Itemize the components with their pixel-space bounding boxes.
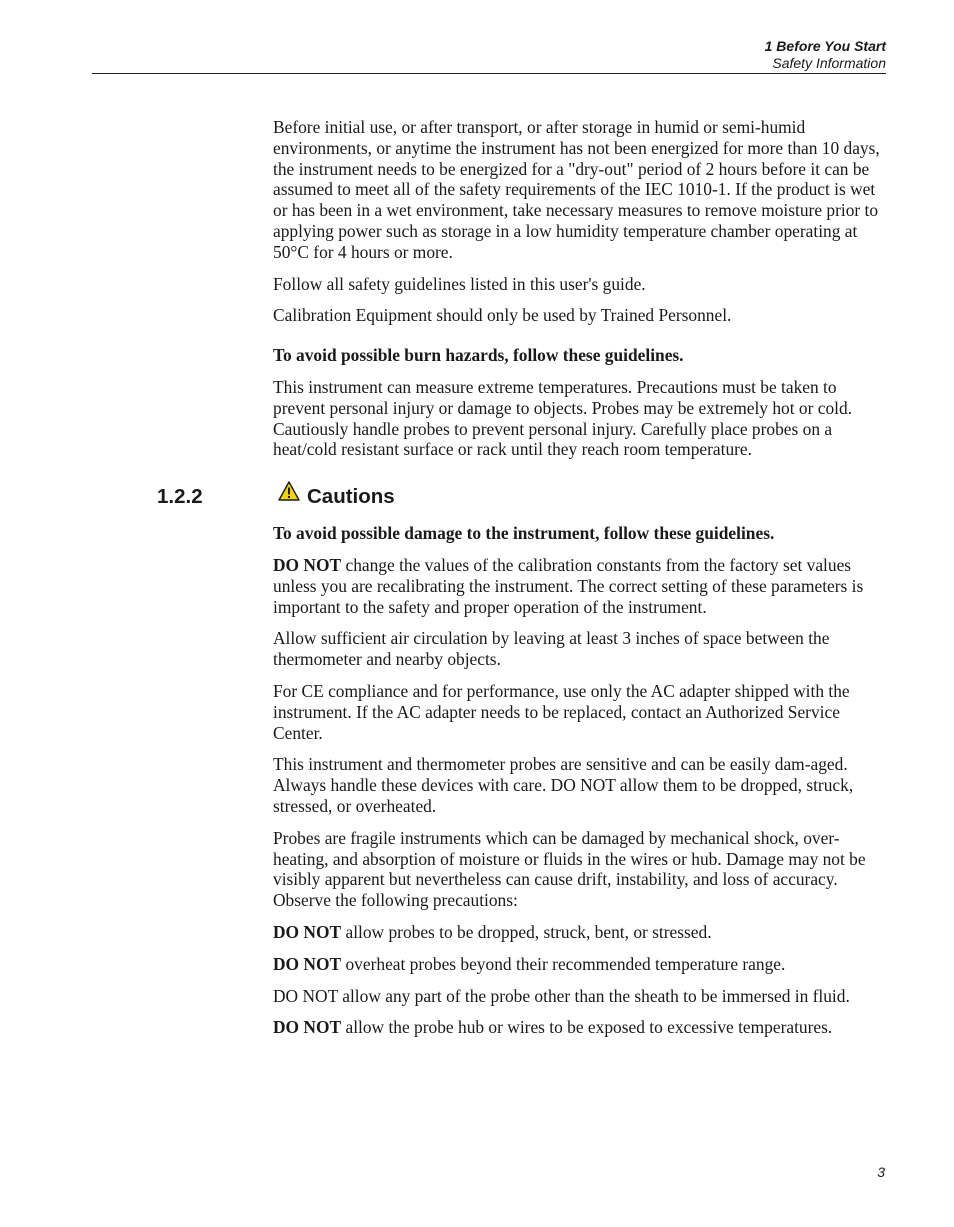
sensitive-probes-paragraph: This instrument and thermometer probes are sensitive and can be easily dam-aged. Always handle these devices with care. DO NOT allow them to be dropped, struck, stressed, or overheated. [273, 754, 854, 816]
dropped-probes-paragraph [273, 922, 887, 943]
do-not-emphasis: DO NOT [273, 953, 342, 974]
page-number: 3 [877, 1164, 885, 1180]
calibration-constants-text: change the values of the calibration constants from the factory set values unless you are recalibrating the instrument. The correct setting of these parameters is important to the safety and proper operation of the instrument. [273, 554, 864, 617]
chapter-title: 1 Before You Start [764, 38, 886, 54]
warning-triangle-icon [278, 481, 300, 501]
page-content [157, 117, 887, 1049]
calibration-constants-paragraph [273, 555, 887, 617]
do-not-emphasis: DO NOT [273, 921, 342, 942]
hub-exposure-text: allow the probe hub or wires to be exposed to excessive temperatures. [341, 1017, 833, 1038]
section-number: 1.2.2 [157, 485, 203, 509]
trained-personnel-paragraph: Calibration Equipment should only be used by Trained Personnel. [273, 305, 732, 326]
instrument-damage-heading: To avoid possible damage to the instrument, follow these guidelines. [273, 523, 775, 544]
dropped-probes-text: allow probes to be dropped, struck, bent, or stressed. [341, 921, 712, 942]
ac-adapter-paragraph: For CE compliance and for performance, use only the AC adapter shipped with the instrument. If the AC adapter needs to be replaced, contact an Authorized Service Center. [273, 680, 850, 743]
do-not-emphasis: DO NOT [273, 1017, 342, 1038]
hub-exposure-paragraph [273, 1017, 887, 1038]
overheat-probes-paragraph [273, 954, 887, 975]
dry-out-paragraph: Before initial use, or after transport, or after storage in humid or semi-humid environments, or anytime the instrument has not been energized for more than 10 days, the instrument needs to be energized for a "dry-out" period of 2 hours before it can be assumed to meet all of the safety requirements of the IEC 1010-1. If the product is wet or has been in a wet environment, take necessary measures to remove moisture prior to applying power such as storage in a low humidity temperature chamber operating at 50°C for 4 hours or more. [273, 117, 880, 262]
burn-hazards-paragraph: This instrument can measure extreme temperatures. Precautions must be taken to prevent personal injury or damage to objects. Probes may be extremely hot or cold. Cautiously handle probes to prevent personal injury. Carefully place probes on a heat/cold resistant surface or rack until they reach room temperature. [273, 376, 853, 460]
section-title: Safety Information [772, 55, 886, 71]
do-not-emphasis: DO NOT [273, 554, 342, 575]
overheat-probes-text: overheat probes beyond their recommended temperature range. [341, 953, 786, 974]
cautions-section-heading [157, 481, 887, 511]
burn-hazards-heading: To avoid possible burn hazards, follow these guidelines. [273, 345, 684, 366]
section-heading-title: Cautions [307, 485, 395, 509]
air-circulation-paragraph: Allow sufficient air circulation by leaving at least 3 inches of space between the thermometer and nearby objects. [273, 628, 830, 670]
fragile-probes-paragraph: Probes are fragile instruments which can be damaged by mechanical shock, over-heating, and absorption of moisture or fluids in the wires or hub. Damage may not be visibly apparent but nevertheless can cause drift, instability, and loss of accuracy. Observe the following precautions: [273, 827, 866, 911]
immersion-paragraph: DO NOT allow any part of the probe other than the sheath to be immersed in fluid. [273, 985, 850, 1006]
guidelines-paragraph: Follow all safety guidelines listed in this user's guide. [273, 273, 646, 294]
running-header [92, 38, 886, 74]
